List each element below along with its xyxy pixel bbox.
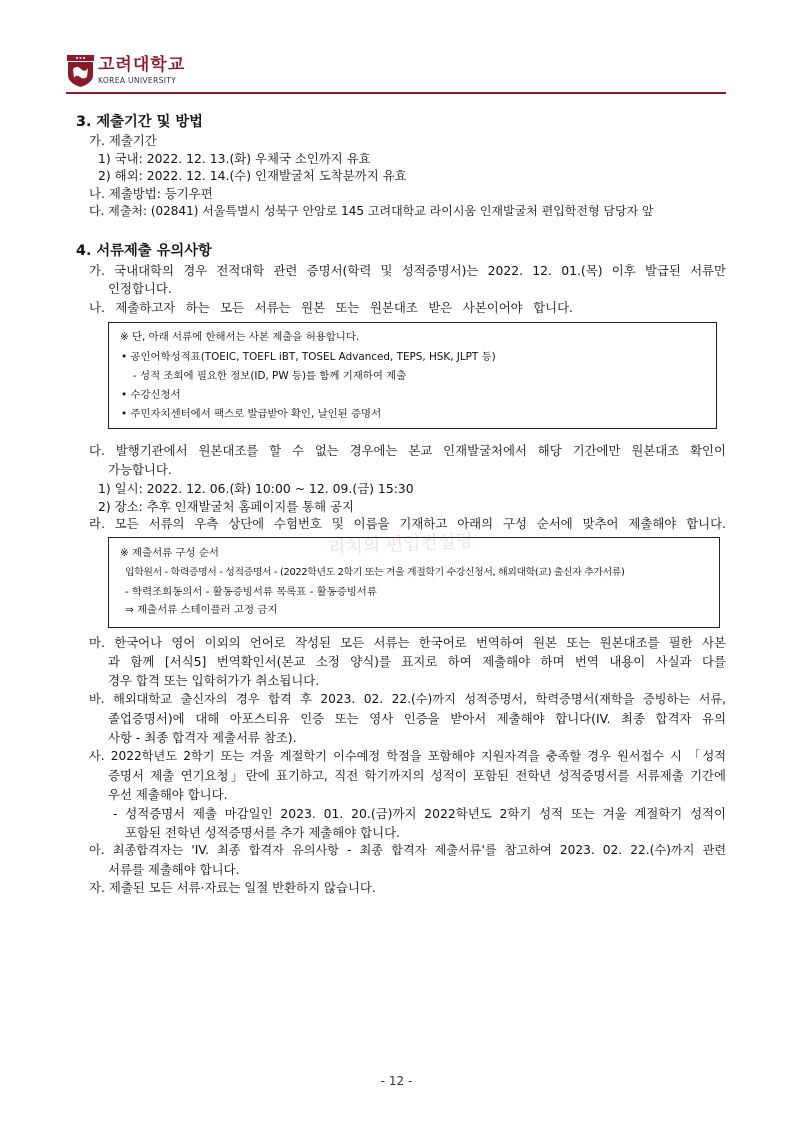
- section-4-title: 4. 서류제출 유의사항: [76, 243, 212, 259]
- document-order-line-2: - 학력조회동의서 - 활동증빙서류 목록표 - 활동증빙서류: [125, 586, 377, 598]
- document-order-line-3: ⇒ 제출서류 스테이플러 고정 금지: [125, 604, 278, 616]
- university-english-name: KOREA UNIVERSITY: [98, 76, 177, 85]
- section-4-item-sa-cont-1: 증명서 제출 연기요청」란에 표기하고, 직전 학기까지의 성적이 포함된 전학년 성적증명서를 서류제출 기간에: [108, 768, 726, 783]
- copy-allowed-note: ※ 단, 아래 서류에 한해서는 사본 제출을 허용합니다.: [120, 331, 360, 343]
- copy-allowed-item-language-scores-sub: - 성적 조회에 필요한 정보(ID, PW 등)를 함께 기재하여 제출: [133, 370, 407, 382]
- section-3-item-b: 나. 제출방법: 등기우편: [89, 186, 213, 201]
- section-4-item-da: 다. 발행기관에서 원본대조를 할 수 없는 경우에는 본교 인재발굴처에서 해당 기간에만 원본대조 확인이: [89, 443, 726, 458]
- section-4-item-da-2: 2) 장소: 추후 인재발굴처 홈페이지를 통해 공지: [98, 499, 354, 514]
- section-4-item-ma: 마. 한국어나 영어 이외의 언어로 작성된 모든 서류는 한국어로 번역하여 원본 또는 원본대조를 필한 사본: [89, 635, 726, 650]
- section-4-item-ma-cont-2: 경우 합격 또는 입학허가가 취소됩니다.: [108, 673, 320, 688]
- section-4-item-ga: 가. 국내대학의 경우 전적대학 관련 증명서(학력 및 성적증명서)는 2022. 12. 01.(목) 이후 발급된 서류만: [89, 263, 726, 278]
- section-4-item-ja: 자. 제출된 모든 서류·자료는 일절 반환하지 않습니다.: [89, 880, 376, 895]
- section-3-item-a2: 2) 해외: 2022. 12. 14.(수) 인재발굴처 도착분까지 유효: [98, 168, 407, 183]
- copy-allowed-item-fax-certificate: • 주민자치센터에서 팩스로 발급받아 확인, 날인된 증명서: [121, 408, 382, 420]
- section-4-item-na: 나. 제출하고자 하는 모든 서류는 원본 또는 원본대조 받은 사본이어야 합니다.: [89, 300, 573, 315]
- copy-allowed-item-language-scores: • 공인어학성적표(TOEIC, TOEFL iBT, TOSEL Advanced, TEPS, HSK, JLPT 등): [121, 351, 496, 363]
- copy-allowed-item-course-registration: • 수강신청서: [121, 389, 181, 401]
- section-4-item-sa-note: - 성적증명서 제출 마감일인 2023. 01. 20.(금)까지 2022학년도 2학기 성적 또는 겨울 계절학기 성적이: [113, 806, 726, 821]
- section-3-item-a: 가. 제출기간: [89, 133, 157, 148]
- document-order-line-1: 입학원서 - 학력증명서 - 성적증명서 - (2022학년도 2학기 또는 겨울 계절학기 수강신청서, 해외대학(교) 출신자 추가서류): [125, 567, 625, 578]
- section-4-item-ba: 바. 해외대학교 출신자의 경우 합격 후 2023. 02. 22.(수)까지 성적증명서, 학력증명서(재학을 증빙하는 서류,: [89, 692, 726, 706]
- university-emblem-icon: [67, 55, 94, 87]
- section-4-item-ga-cont: 인정합니다.: [108, 281, 172, 296]
- section-3-item-c: 다. 제출처: (02841) 서울특별시 성북구 안암로 145 고려대학교 라이시움 인재발굴처 편입학전형 담당자 앞: [89, 204, 654, 218]
- page-number: - 12 -: [380, 1074, 413, 1088]
- section-4-item-ba-cont-1: 졸업증명서)에 대해 아포스티유 인증 또는 영사 인증을 받아서 제출해야 합니다(IV. 최종 합격자 유의: [108, 711, 726, 726]
- section-4-item-aa: 아. 최종합격자는 'IV. 최종 합격자 유의사항 - 최종 합격자 제출서류'를 참고하여 2023. 02. 22.(수)까지 관련: [89, 843, 726, 857]
- page-header: [66, 55, 726, 95]
- section-4-item-sa: 사. 2022학년도 2학기 또는 겨울 계절학기 이수예정 학점을 포함해야 지원자격을 충족할 경우 원서접수 시 「성적: [89, 749, 726, 763]
- section-3-title: 3. 제출기간 및 방법: [76, 114, 203, 130]
- header-divider: [66, 92, 726, 94]
- watermark: 리치의 편입컨설팅: [327, 530, 474, 559]
- section-4-item-sa-note-cont: 포함된 전학년 성적증명서를 추가 제출해야 합니다.: [125, 825, 400, 840]
- section-4-item-aa-cont: 서류를 제출해야 합니다.: [108, 862, 240, 877]
- section-4-item-da-cont: 가능합니다.: [108, 462, 172, 477]
- section-4-item-da-1: 1) 일시: 2022. 12. 06.(화) 10:00 ~ 12. 09.(금) 15:30: [98, 481, 414, 496]
- section-4-item-ba-cont-2: 사항 - 최종 합격자 제출서류 참조).: [108, 730, 297, 745]
- section-3-item-a1: 1) 국내: 2022. 12. 13.(화) 우체국 소인까지 유효: [98, 151, 371, 166]
- section-4-item-ra: 라. 모든 서류의 우측 상단에 수험번호 및 이름을 기재하고 아래의 구성 순서에 맞추어 제출해야 합니다.: [89, 516, 726, 531]
- document-order-note: ※ 제출서류 구성 순서: [120, 547, 219, 559]
- copy-allowed-notice-box: [108, 322, 717, 429]
- university-name: 고려대학교: [98, 55, 186, 75]
- section-4-item-sa-cont-2: 우선 제출해야 합니다.: [108, 787, 228, 802]
- section-4-item-ma-cont-1: 과 함께 [서식5] 번역확인서(본교 소정 양식)를 표지로 하여 제출해야 하며 번역 내용이 사실과 다를: [108, 654, 726, 669]
